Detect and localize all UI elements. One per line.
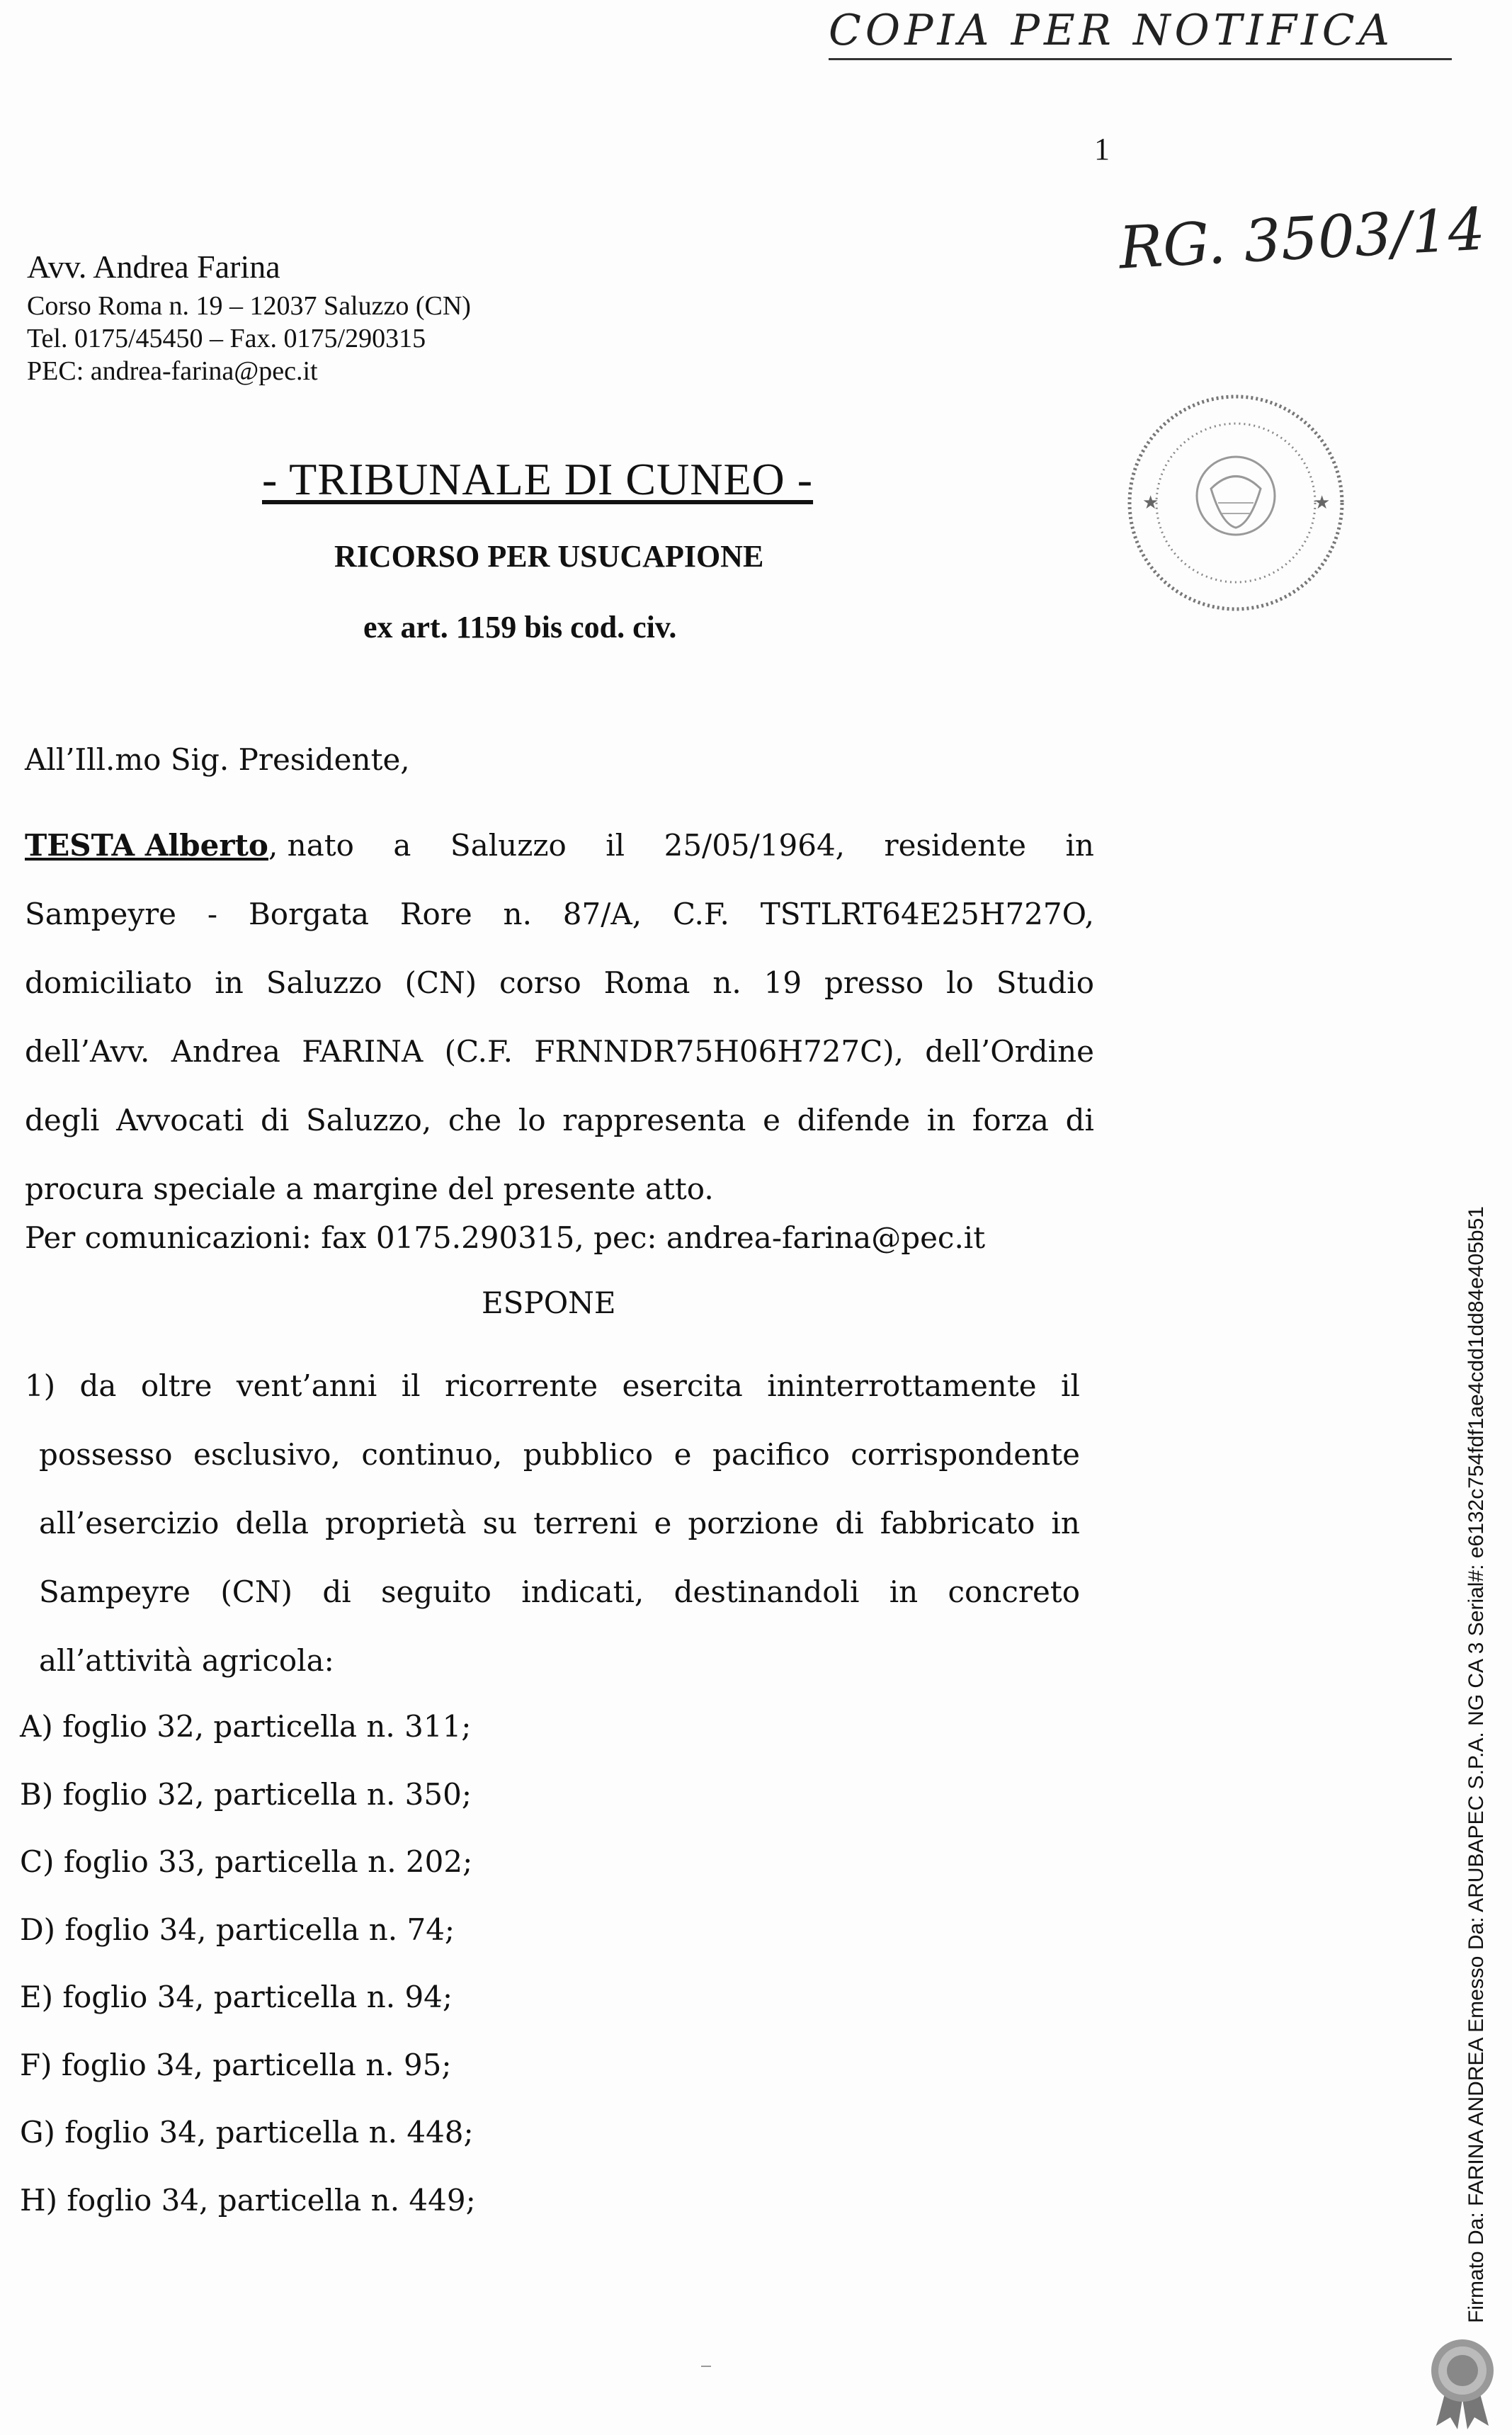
handwritten-rg-number: RG. 3503/14	[1117, 195, 1487, 283]
lawyer-header	[27, 248, 471, 387]
document-title: RICORSO PER USUCAPIONE	[334, 539, 764, 574]
client-name: TESTA Alberto	[25, 828, 268, 863]
parcel-list	[20, 1693, 476, 2234]
communications-line: Per comunicazioni: fax 0175.290315, pec: andrea-farina@pec.it	[25, 1220, 986, 1255]
list-item: D) foglio 34, particella n. 74;	[20, 1912, 455, 1947]
list-item: H) foglio 34, particella n. 449;	[20, 2182, 476, 2218]
point-1-line-4: Sampeyre (CN) di seguito indicati, destinandoli in concreto	[39, 1574, 1080, 1609]
lawyer-phone: Tel. 0175/45450 – Fax. 0175/290315	[27, 324, 426, 353]
intro-line-4: dell’Avv. Andrea FARINA (C.F. FRNNDR75H06H727C), dell’Ordine	[25, 1034, 1094, 1069]
document-subtitle: ex art. 1159 bis cod. civ.	[363, 610, 677, 645]
intro-line-1: TESTA Alberto, nato a Saluzzo il 25/05/1964, residente in	[25, 828, 1094, 863]
handwritten-note: COPIA PER NOTIFICA	[829, 6, 1394, 55]
point-1-line-5: all’attività agricola:	[39, 1643, 334, 1678]
intro-line-6: procura speciale a margine del presente atto.	[25, 1171, 714, 1206]
court-title: - TRIBUNALE DI CUNEO -	[262, 454, 814, 504]
list-item: A) foglio 32, particella n. 311;	[20, 1709, 472, 1744]
svg-text:★: ★	[1314, 492, 1331, 513]
section-heading-espone: ESPONE	[482, 1285, 616, 1320]
intro-line-3: domiciliato in Saluzzo (CN) corso Roma n. 19 presso lo Studio	[25, 965, 1094, 1000]
digital-signature-text: Firmato Da: FARINA ANDREA Emesso Da: ARUBAPEC S.P.A. NG CA 3 Serial#: e6132c754fdf1ae4cdd1dd84e405b51	[1465, 1206, 1488, 2323]
list-item: F) foglio 34, particella n. 95;	[20, 2047, 452, 2082]
greeting: All’Ill.mo Sig. Presidente,	[25, 742, 410, 777]
point-1-paragraph	[25, 1351, 1080, 1695]
signature-seal-icon	[1423, 2334, 1501, 2429]
divider	[701, 2366, 711, 2367]
svg-text:★: ★	[1142, 492, 1159, 513]
point-1-line-3: all’esercizio della proprietà su terreni e porzione di fabbricato in	[39, 1506, 1080, 1540]
list-item: C) foglio 33, particella n. 202;	[20, 1844, 473, 1879]
list-item: G) foglio 34, particella n. 448;	[20, 2115, 474, 2150]
list-item: E) foglio 34, particella n. 94;	[20, 1980, 453, 2014]
court-stamp-icon	[1115, 382, 1356, 623]
point-1-line-1: 1) da oltre vent’anni il ricorrente esercita ininterrottamente il	[25, 1368, 1080, 1403]
lawyer-pec: PEC: andrea-farina@pec.it	[27, 356, 318, 386]
lawyer-address: Corso Roma n. 19 – 12037 Saluzzo (CN)	[27, 291, 471, 321]
list-item: B) foglio 32, particella n. 350;	[20, 1776, 472, 1812]
intro-line-2: Sampeyre - Borgata Rore n. 87/A, C.F. TSTLRT64E25H727O,	[25, 897, 1094, 931]
point-1-line-2: possesso esclusivo, continuo, pubblico e pacifico corrispondente	[39, 1437, 1080, 1472]
intro-paragraph	[25, 811, 1094, 1223]
intro-line-5: degli Avvocati di Saluzzo, che lo rappresenta e difende in forza di	[25, 1103, 1094, 1137]
page-number: 1	[1094, 132, 1110, 166]
lawyer-name: Avv. Andrea Farina	[27, 249, 280, 285]
handwritten-underline	[829, 58, 1452, 60]
